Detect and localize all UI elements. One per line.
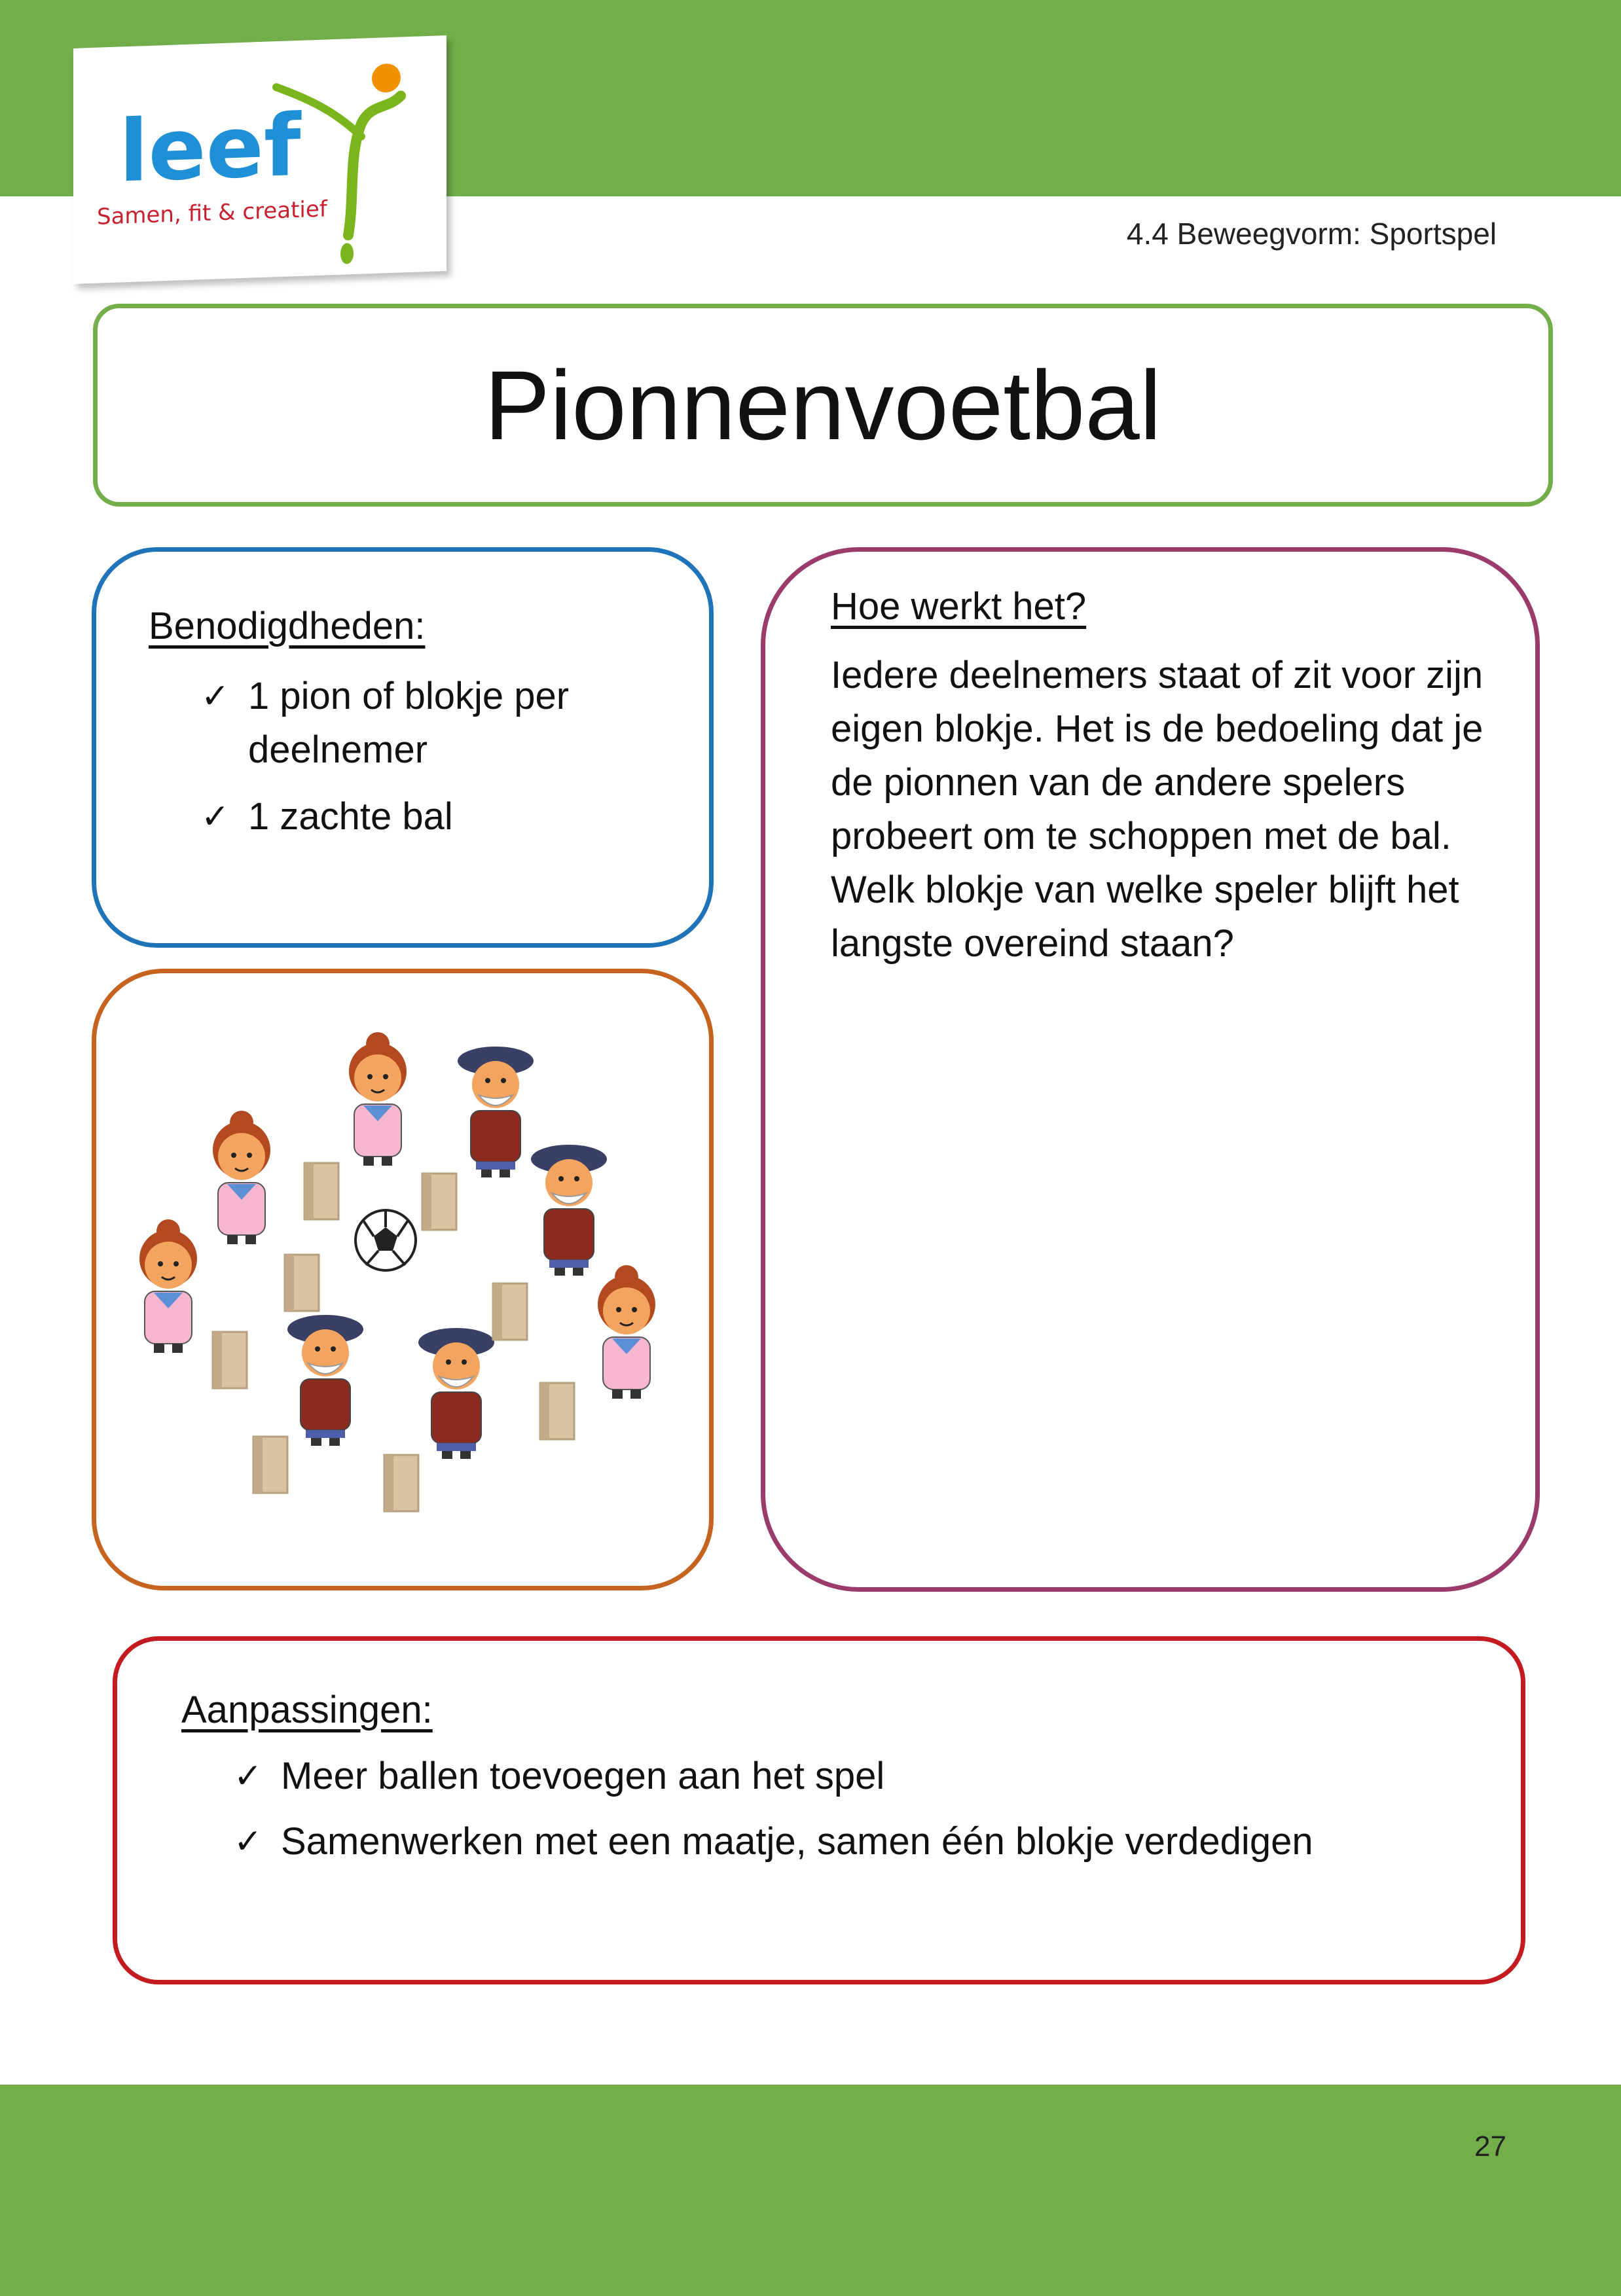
adaptations-panel xyxy=(113,1636,1525,1984)
check-icon: ✓ xyxy=(201,677,230,716)
section-label: 4.4 Beweegvorm: Sportspel xyxy=(1126,217,1497,251)
footer-band xyxy=(0,2085,1621,2296)
how-text: Iedere deelnemers staat of zit voor zijn eigen blokje. Het is de bedoeling dat je de pionnen van de andere spelers probeert om te schoppen met de bal. Welk blokje van welke speler blijft het langste overeind staan? xyxy=(831,654,1484,965)
adaptations-heading: Aanpassingen: xyxy=(181,1689,433,1731)
needs-heading: Benodigdheden: xyxy=(149,605,426,647)
list-item-text: Meer ballen toevoegen aan het spel xyxy=(281,1755,885,1797)
illustration xyxy=(96,973,709,1586)
title-box xyxy=(93,304,1553,507)
ball-icon xyxy=(355,1210,416,1270)
list-item-text: 1 pion of blokje per deelnemer xyxy=(248,675,570,771)
adaptations-list xyxy=(234,1749,1451,1882)
list-item xyxy=(201,670,646,777)
check-icon: ✓ xyxy=(234,1757,263,1796)
how-heading: Hoe werkt het? xyxy=(831,585,1087,628)
page-title: Pionnenvoetbal xyxy=(484,350,1162,460)
list-item-text: 1 zachte bal xyxy=(248,795,453,838)
illustration-panel xyxy=(92,969,714,1590)
page-number: 27 xyxy=(1474,2130,1506,2162)
how-panel xyxy=(761,547,1540,1592)
list-item xyxy=(234,1749,1451,1803)
check-icon: ✓ xyxy=(234,1822,263,1861)
list-item xyxy=(234,1815,1451,1869)
list-item xyxy=(201,790,646,844)
needs-panel xyxy=(92,547,714,948)
logo xyxy=(73,35,446,284)
needs-list xyxy=(201,670,646,857)
svg-text:leef: leef xyxy=(119,95,301,202)
check-icon: ✓ xyxy=(201,797,230,836)
svg-text:Samen, fit & creatief: Samen, fit & creatief xyxy=(97,196,327,230)
list-item-text: Samenwerken met een maatje, samen één blokje verdedigen xyxy=(281,1820,1313,1863)
